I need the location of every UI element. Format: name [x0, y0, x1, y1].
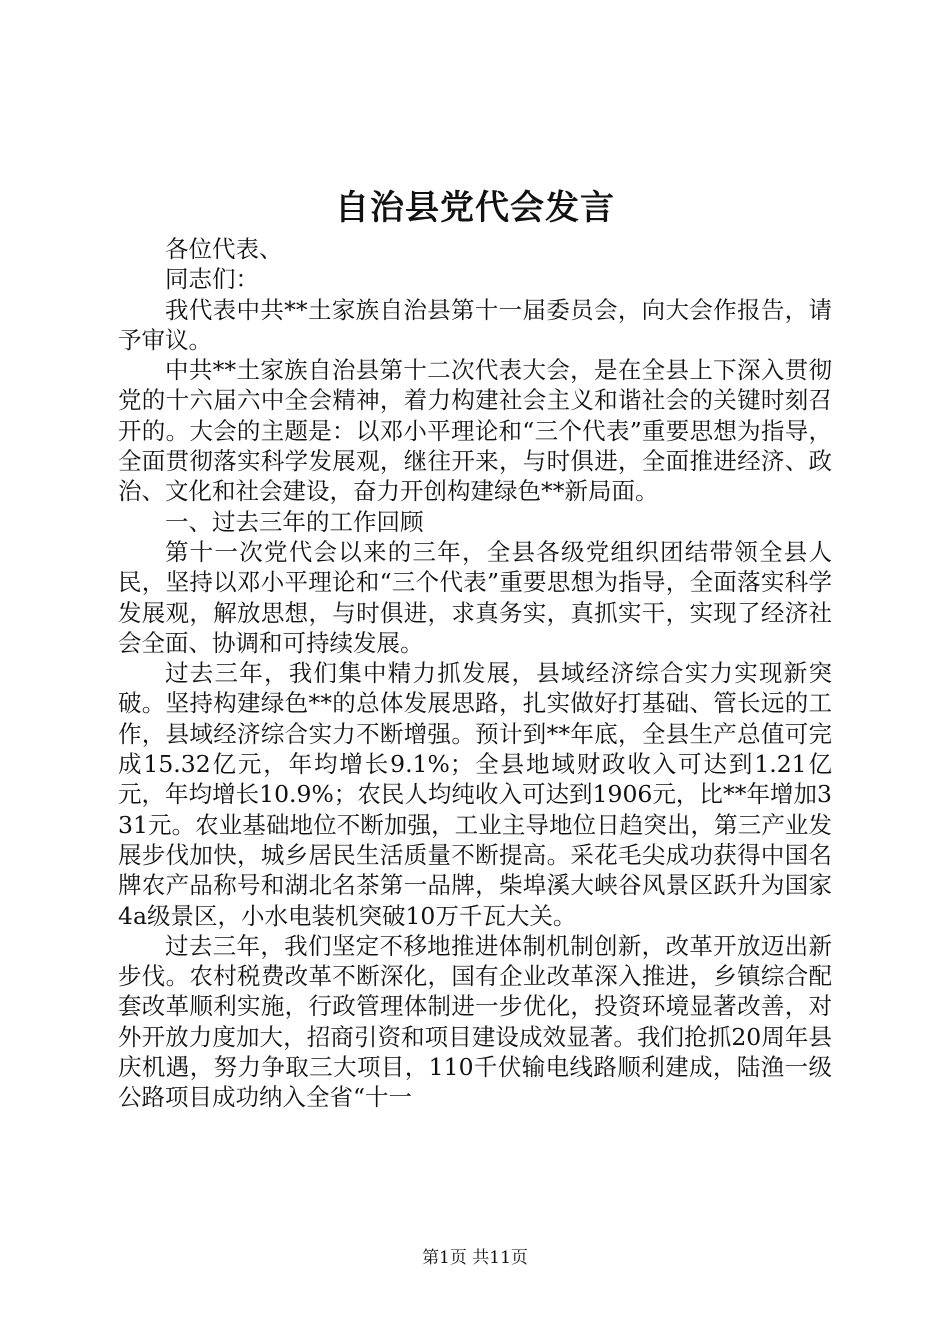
document-title: 自治县党代会发言	[335, 188, 615, 228]
paragraph-reform-opening: 过去三年，我们坚定不移地推进体制机制创新，改革开放迈出新步伐。农村税费改革不断深化，国有企业改革深入推进，乡镇综合配套改革顺利实施，行政管理体制进一步优化，投资环境显著改善，对外开放力度加大，招商引资和项目建设成效显著。我们抢抓20周年县庆机遇，努力争取三大项目，110千伏输电线路顺利建成，陆渔一级公路项目成功纳入全省“十一	[118, 931, 832, 1112]
salutation-delegates: 各位代表、	[165, 235, 283, 263]
paragraph-review-summary: 第十一次党代会以来的三年，全县各级党组织团结带领全县人民，坚持以邓小平理论和“三个代表”重要思想为指导，全面落实科学发展观，解放思想，与时俱进，求真务实，真抓实干，实现了经济社会全面、协调和可持续发展。	[118, 537, 832, 657]
section-heading-review: 一、过去三年的工作回顾	[165, 507, 424, 536]
paragraph-economic-development: 过去三年，我们集中精力抓发展，县域经济综合实力实现新突破。坚持构建绿色**的总体发展思路，扎实做好打基础、管长远的工作，县域经济综合实力不断增强。预计到**年底，全县生产总值可完成15.32亿元，年均增长9.1%；全县地域财政收入可达到1.21亿元，年均增长10.9%；农民人均纯收入可达到1906元，比**年增加331元。农业基础地位不断加强，工业主导地位日趋突出，第三产业发展步伐加快，城乡居民生活质量不断提高。采花毛尖成功获得中国名牌农产品称号和湖北名茶第一品牌，柴埠溪大峡谷风景区跃升为国家4a级景区，小水电装机突破10万千瓦大关。	[118, 659, 832, 930]
paragraph-report-intro: 我代表中共**土家族自治县第十一届委员会，向大会作报告，请予审议。	[118, 295, 832, 354]
salutation-comrades: 同志们：	[165, 265, 259, 294]
page-footer: 第1页 共11页	[422, 1248, 528, 1268]
paragraph-congress-theme: 中共**土家族自治县第十二次代表大会，是在全县上下深入贯彻党的十六届六中全会精神，着力构建社会主义和谐社会的关键时刻召开的。大会的主题是：以邓小平理论和“三个代表”重要思想为指导，全面贯彻落实科学发展观，继往开来，与时俱进，全面推进经济、政治、文化和社会建设，奋力开创构建绿色**新局面。	[118, 356, 832, 506]
document-body	[118, 234, 832, 1113]
